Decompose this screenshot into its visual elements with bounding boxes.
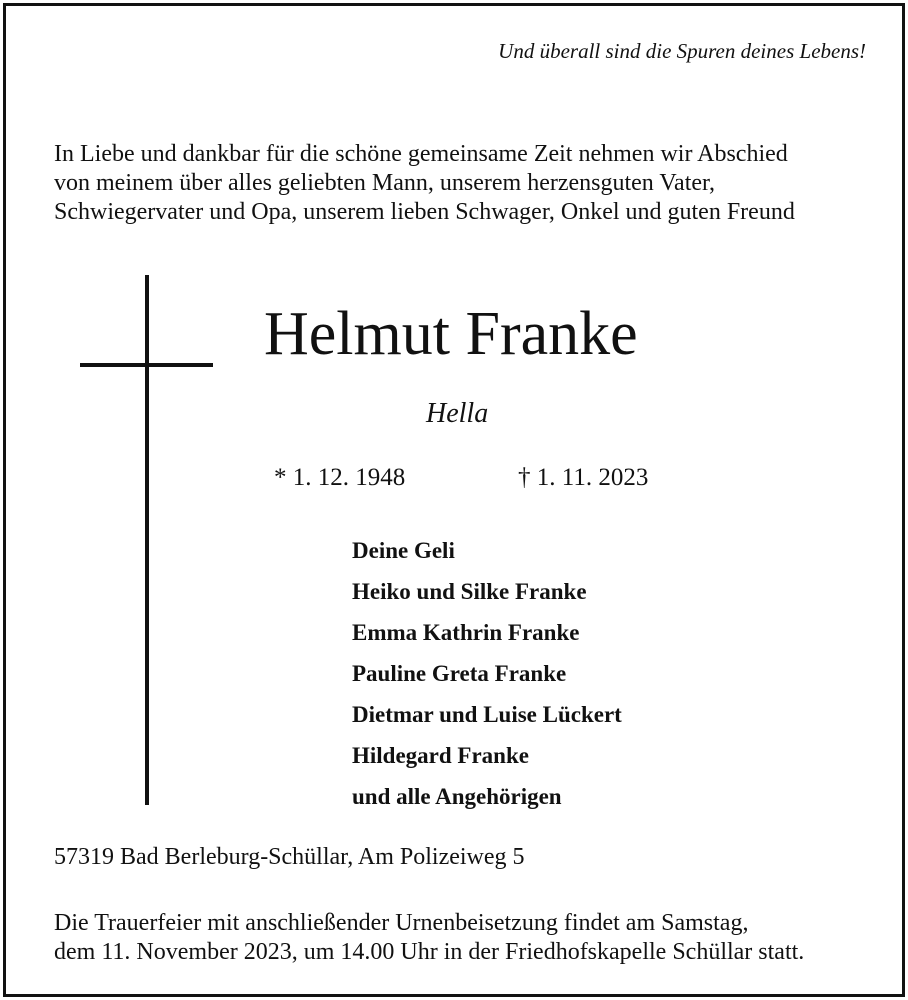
mourner: Hildegard Franke [352,743,529,768]
mourner: Dietmar und Luise Lückert [352,702,622,727]
mourner: Deine Geli [352,538,455,563]
mourners-list [352,530,622,817]
intro-line: von meinem über alles geliebten Mann, unserem herzensguten Vater, [54,170,716,196]
cross-icon-horizontal [80,363,213,367]
death-date: † 1. 11. 2023 [518,464,649,491]
obituary-notice [3,3,905,997]
mourner: und alle Angehörigen [352,784,562,809]
intro-line: Schwiegervater und Opa, unserem lieben Schwager, Onkel und guten Freund [54,199,795,225]
nickname: Hella [426,398,489,429]
cross-icon-vertical [145,275,149,805]
mourner: Pauline Greta Franke [352,661,567,686]
deceased-name: Helmut Franke [264,300,638,368]
motto: Und überall sind die Spuren deines Lebens! [498,39,866,63]
address: 57319 Bad Berleburg-Schüllar, Am Polizeiweg 5 [54,844,525,870]
intro-text [54,140,874,227]
service-line: Die Trauerfeier mit anschließender Urnenbeisetzung findet am Samstag, [54,910,749,936]
birth-date: * 1. 12. 1948 [274,464,406,491]
service-line: dem 11. November 2023, um 14.00 Uhr in der Friedhofskapelle Schüllar statt. [54,939,805,965]
mourner: Emma Kathrin Franke [352,620,580,645]
intro-line: In Liebe und dankbar für die schöne gemeinsame Zeit nehmen wir Abschied [54,141,788,167]
service-info [54,909,804,967]
mourner: Heiko und Silke Franke [352,579,587,604]
